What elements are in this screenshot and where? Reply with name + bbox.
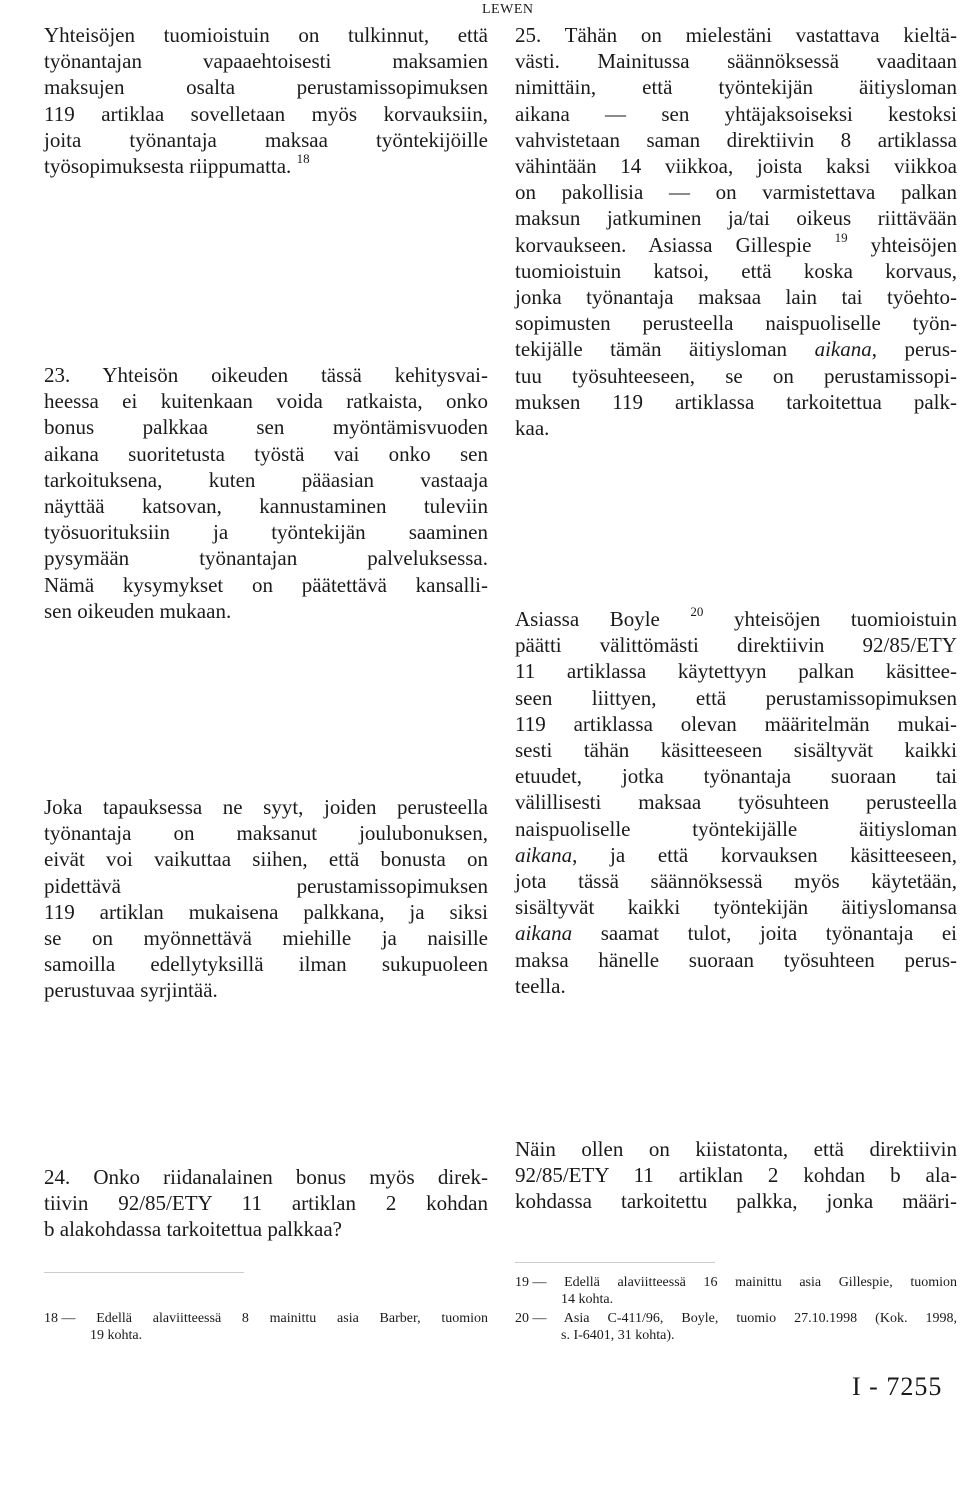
text-line: Näin ollen on kiistatonta, että direktiivin <box>515 1137 957 1161</box>
running-header: LEWEN <box>482 2 534 17</box>
text-line: tuu työsuhteeseen, se on perustamissopi- <box>515 363 957 388</box>
text-line: 23. Yhteisön oikeuden tässä kehitysvai- <box>44 363 488 387</box>
footnote-ref-19: 19 <box>834 229 848 245</box>
text-line: näyttää katsovan, kannustaminen tuleviin <box>44 494 488 519</box>
text-line: eivät voi vaikuttaa siihen, että bonusta on <box>44 847 488 872</box>
text-line: pysymään työnantajan palveluksessa. <box>44 546 488 571</box>
text-line: b alakohdassa tarkoitettua palkkaa? <box>44 1217 342 1242</box>
text-line: 119 artiklassa olevan määritelmän mukai- <box>515 711 957 736</box>
text-line: aikana — sen yhtäjaksoiseksi kestoksi <box>515 101 957 126</box>
text-line: seen liittyen, että perustamissopimuksen <box>515 685 957 710</box>
text-line: perustuvaa syrjintää. <box>44 978 218 1003</box>
text-line: se on myönnettävä miehille ja naisille <box>44 926 488 951</box>
text-line: aikana, ja että korvauksen käsitteeseen, <box>515 842 957 867</box>
footnote-text: s. I-6401, 31 kohta). <box>561 1328 675 1343</box>
footnote-text: Edellä alaviitteessä 8 mainittu asia Barber, tuomion <box>96 1311 488 1326</box>
left-paragraph-1 <box>44 22 488 179</box>
right-paragraph-25 <box>515 22 957 441</box>
footnote-text: Asia C-411/96, Boyle, tuomio 27.10.1998 (Kok. 1998, <box>563 1311 957 1326</box>
text-line: maksa hänelle suoraan työsuhteen perus- <box>515 947 957 972</box>
footnote-text: 14 kohta. <box>561 1292 614 1307</box>
text-line: Yhteisöjen tuomioistuin on tulkinnut, että <box>44 23 488 47</box>
text-line: kaa. <box>515 416 550 441</box>
text-line: samoilla edellytyksillä ilman sukupuoleen <box>44 952 488 977</box>
text-line: välillisesti maksaa työsuhteen perusteella <box>515 790 957 815</box>
footnote-ref-18: 18 <box>296 151 310 167</box>
text-line: jonka työnantaja maksaa lain tai työehto- <box>515 285 957 310</box>
footnote-text: Edellä alaviitteessä 16 mainittu asia Gillespie, tuomion <box>564 1275 957 1290</box>
text-line: on pakollisia — on varmistettava palkan <box>515 180 957 205</box>
text-line: 119 artiklan mukaisena palkkana, ja siksi <box>44 899 488 924</box>
text-line: 11 artiklassa käytettyyn palkan käsittee- <box>515 659 957 684</box>
right-paragraph-3 <box>515 1136 957 1215</box>
text-line: maksun jatkuminen ja/tai oikeus riittävään <box>515 206 957 231</box>
text-line: jota tässä säännöksessä myös käytetään, <box>515 869 957 894</box>
footnote-18 <box>44 1310 488 1344</box>
text-line: työnantaja on maksanut joulubonuksen, <box>44 821 488 846</box>
text-line: Joka tapauksessa ne syyt, joiden perusteella <box>44 795 488 819</box>
text-line: heessa ei kuitenkaan voida ratkaista, onko <box>44 389 488 414</box>
text-line: sopimusten perusteella naispuoliselle työn- <box>515 311 957 336</box>
footnote-number: 19 — <box>515 1275 547 1290</box>
text-line: päätti välittömästi direktiivin 92/85/ETY <box>515 633 957 658</box>
text-line: vahvistetaan saman direktiivin 8 artiklassa <box>515 127 957 152</box>
footnote-divider-left <box>44 1272 244 1273</box>
page-number: I - 7255 <box>852 1372 943 1401</box>
text-line: etuudet, jotka työnantaja suoraan tai <box>515 764 957 789</box>
text-line: aikana suoritetusta työstä vai onko sen <box>44 441 488 466</box>
text-line: Nämä kysymykset on päätettävä kansalli- <box>44 572 488 597</box>
text-line: 119 artiklaa sovelletaan myös korvauksiin, <box>44 101 488 126</box>
footnote-19 <box>515 1274 957 1308</box>
text-line: västi. Mainitussa säännöksessä vaaditaan <box>515 49 957 74</box>
text-line: aikana saamat tulot, joita työnantaja ei <box>515 921 957 946</box>
text-line: naispuoliselle työntekijälle äitiysloman <box>515 816 957 841</box>
right-paragraph-boyle <box>515 606 957 999</box>
text-line: joita työnantaja maksaa työntekijöille <box>44 127 488 152</box>
text-line: pidettävä perustamissopimuksen <box>44 873 488 898</box>
left-paragraph-23 <box>44 362 488 624</box>
text-line: työsuorituksiin ja työntekijän saaminen <box>44 520 488 545</box>
text-line: tuomioistuin katsoi, että koska korvaus, <box>515 258 957 283</box>
text-line: 24. Onko riidanalainen bonus myös direk- <box>44 1165 488 1189</box>
emphasis: aikana <box>515 842 573 867</box>
text-line: korvaukseen. Asiassa Gillespie $^{19}$ yhteisöjen <box>515 229 957 257</box>
footnote-ref-20: 20 <box>690 604 704 619</box>
text-line: sesti tähän käsitteeseen sisältyvät kaikki <box>515 738 957 763</box>
text-line: tarkoituksena, kuten pääasian vastaaja <box>44 467 488 492</box>
text-line: vähintään 14 viikkoa, joista kaksi viikkoa <box>515 154 957 179</box>
text-line: maksujen osalta perustamissopimuksen <box>44 75 488 100</box>
text-line: työsopimuksesta riippumatta. $^{18}$ <box>44 151 310 179</box>
left-paragraph-3 <box>44 794 488 1004</box>
emphasis: aikana <box>814 337 872 362</box>
text-line: tekijälle tämän äitiysloman aikana, perus- <box>515 337 957 362</box>
footnote-divider-right <box>515 1262 715 1263</box>
text-line: 25. Tähän on mielestäni vastattava kieltä- <box>515 23 957 47</box>
text-line: Asiassa Boyle $^{20}$ yhteisöjen tuomioistuin <box>515 604 958 631</box>
emphasis: aikana <box>515 921 573 946</box>
footnote-text: 19 kohta. <box>90 1328 143 1343</box>
footnote-number: 20 — <box>515 1311 547 1326</box>
text-line: nimittäin, että työntekijän äitiysloman <box>515 75 957 100</box>
footnote-20 <box>515 1310 957 1344</box>
text-line: bonus palkkaa sen myöntämisvuoden <box>44 415 488 440</box>
text-line: muksen 119 artiklassa tarkoitettua palk- <box>515 389 957 414</box>
footnote-number: 18 — <box>44 1311 76 1326</box>
text-line: teella. <box>515 973 566 998</box>
text-line: tiivin 92/85/ETY 11 artiklan 2 kohdan <box>44 1191 488 1216</box>
text-line: 92/85/ETY 11 artiklan 2 kohdan b ala- <box>515 1163 957 1188</box>
text-line: työnantajan vapaaehtoisesti maksamien <box>44 49 488 74</box>
text-line: sen oikeuden mukaan. <box>44 598 232 623</box>
text-line: kohdassa tarkoitettu palkka, jonka määri- <box>515 1189 957 1214</box>
text-line: sisältyvät kaikki työntekijän äitiyslomansa <box>515 895 957 920</box>
left-paragraph-24 <box>44 1164 488 1243</box>
